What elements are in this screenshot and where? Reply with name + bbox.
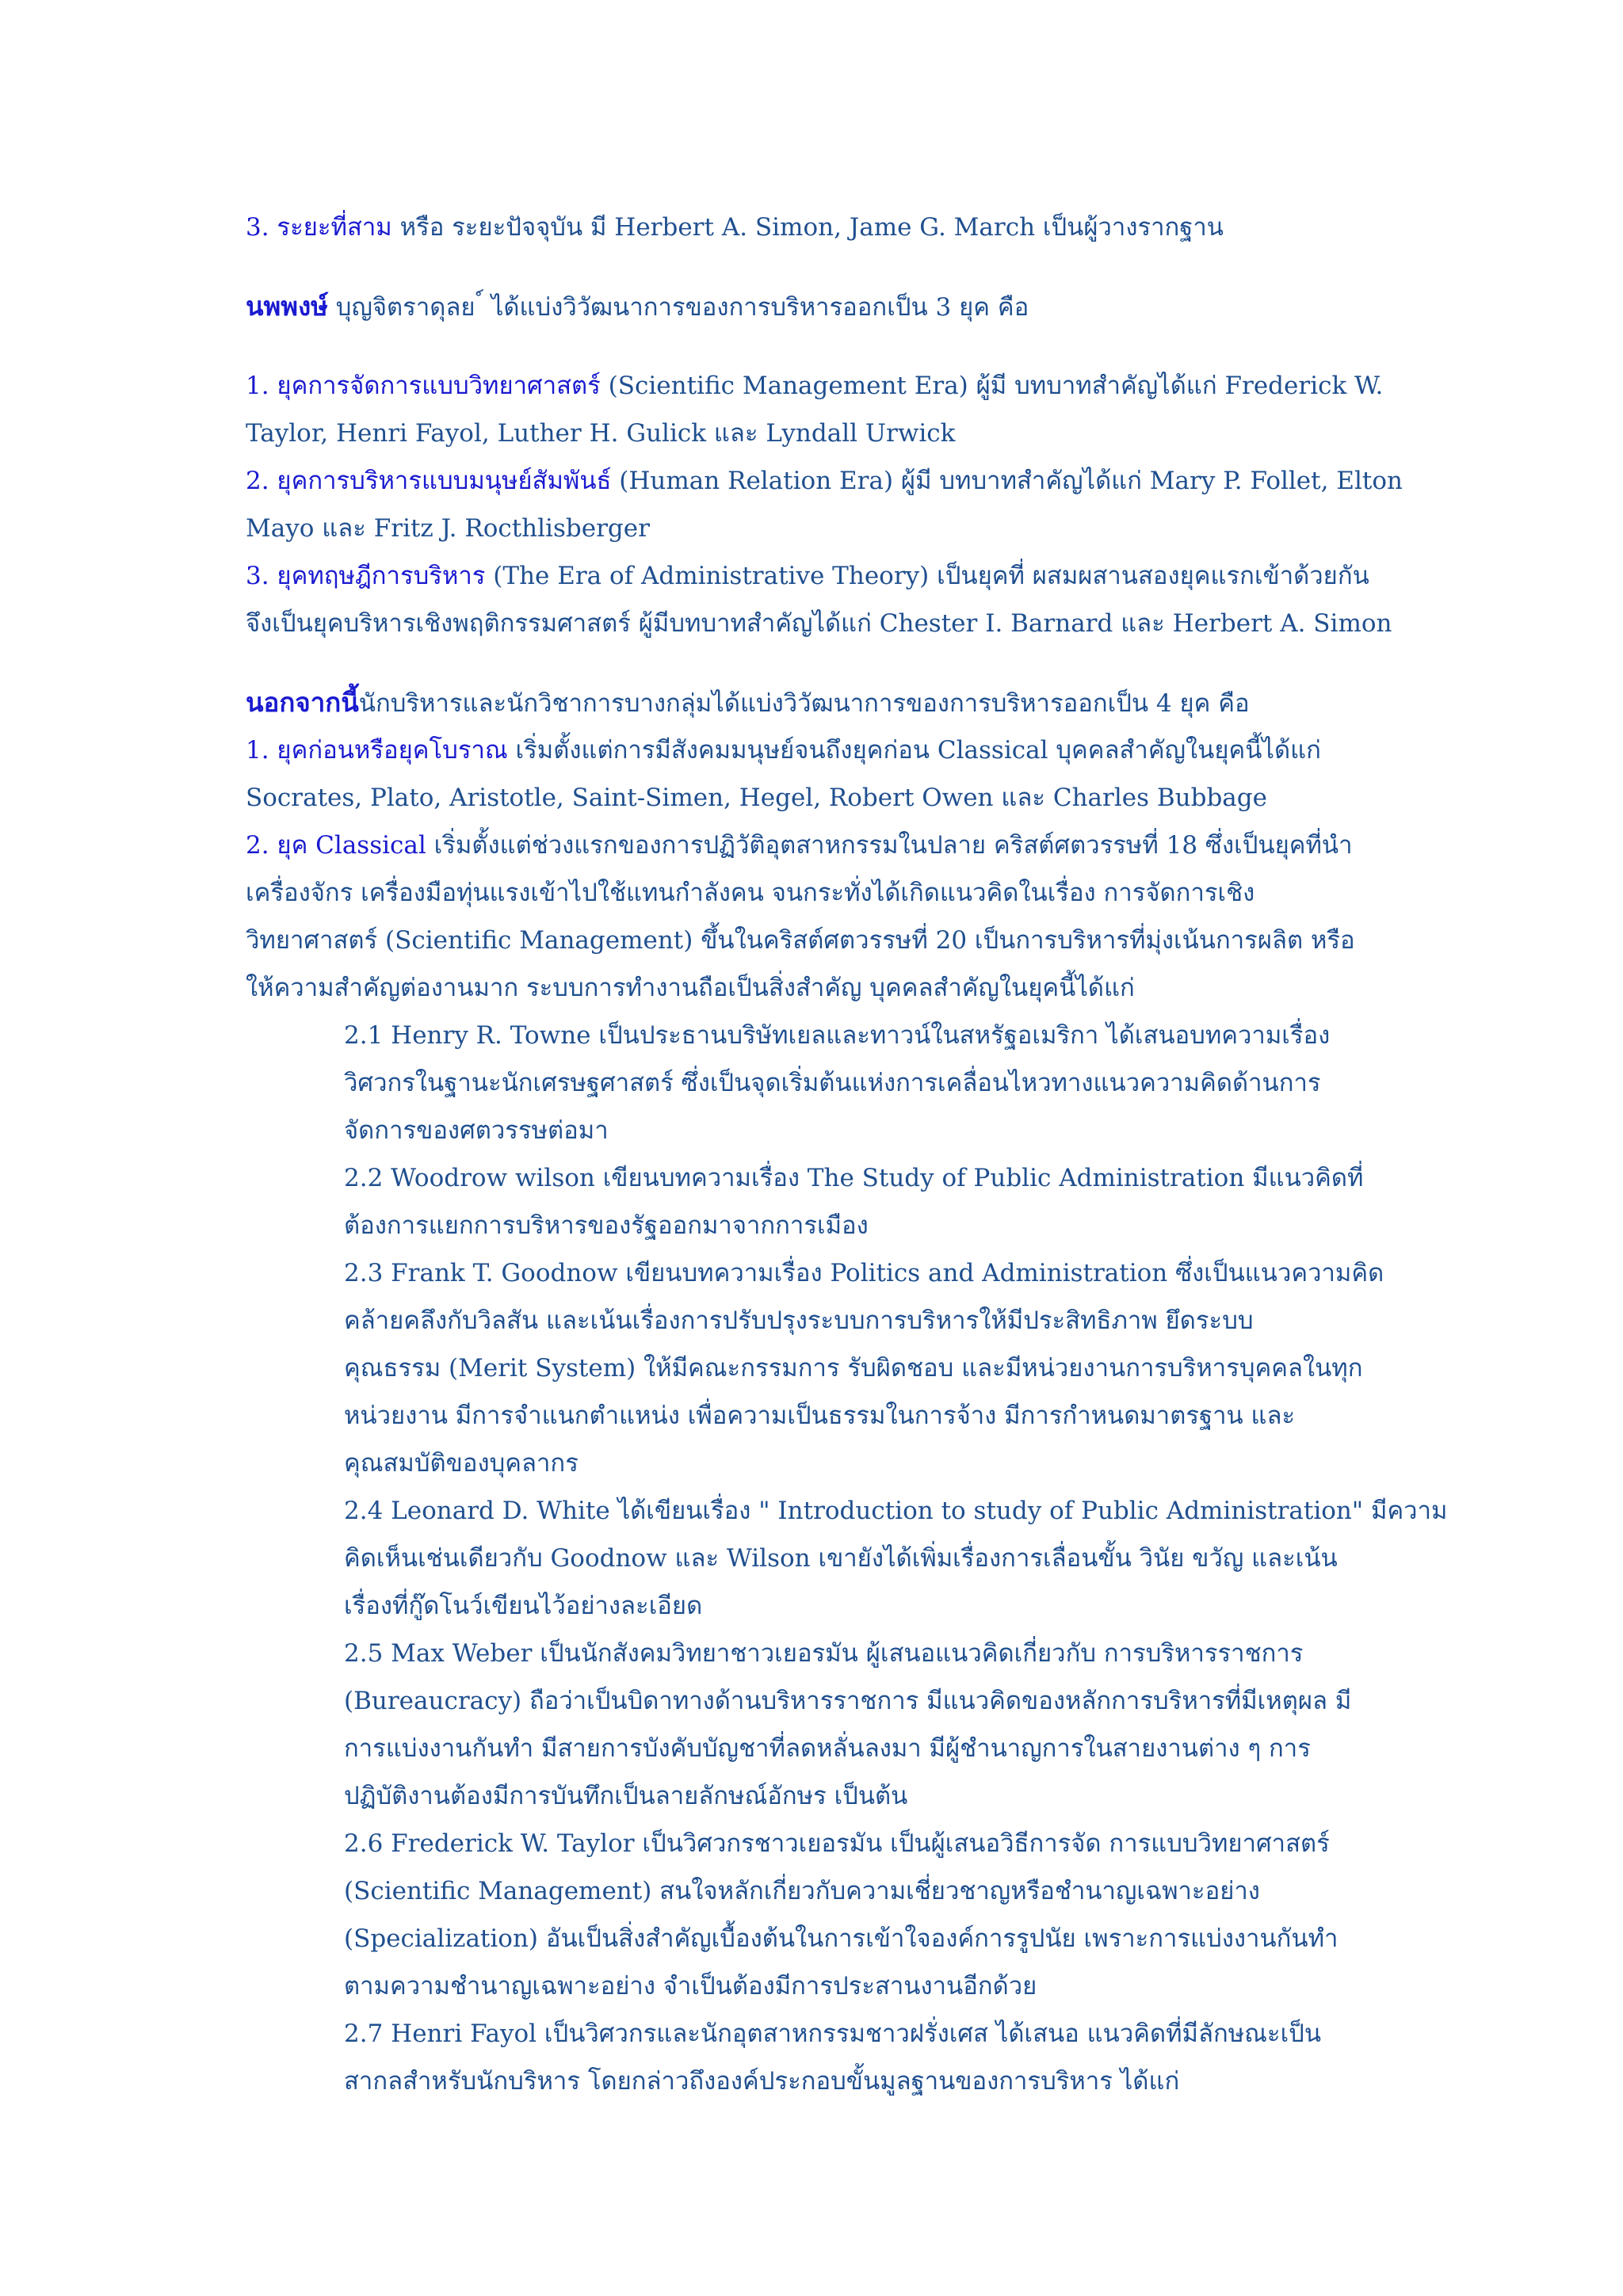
person-item [344, 1012, 1387, 1154]
person-item [344, 1487, 1448, 1630]
person-text: หน่วยงาน มีการจำแนกตำแหน่ง เพื่อความเป็นธรรมในการจ้าง มีการกำหนดมาตรฐาน และ [344, 1402, 1296, 1430]
era-ancient [246, 727, 1387, 822]
besides-heading: นอกจากนี้ [246, 687, 359, 718]
person-text: (Scientific Management) สนใจหลักเกี่ยวกับความเชี่ยวชาญหรือชำนาญเฉพาะอย่าง [344, 1877, 1260, 1905]
era-classical [246, 822, 1387, 1012]
era-item [246, 552, 1392, 647]
era-text: (Human Relation Era) ผู้มี บทบาทสำคัญได้แก่ Mary P. Follet, Elton [611, 467, 1403, 495]
person-text: 2.1 Henry R. Towne เป็นประธานบริษัทเยลและทาวน์ในสหรัฐอเมริกา ได้เสนอบทความเรื่อง [344, 1021, 1331, 1050]
person-text: 2.4 Leonard D. White ได้เขียนเรื่อง " Introduction to study of Public Administration" มีความ [344, 1497, 1448, 1525]
person-item [344, 2010, 1387, 2105]
era-classical-text: เครื่องจักร เครื่องมือทุ่นแรงเข้าไปใช้แทนกำลังคน จนกระทั่งได้เกิดแนวคิดในเรื่อง การจัดการเชิง [246, 879, 1255, 907]
person-text: 2.5 Max Weber เป็นนักสังคมวิทยาชาวเยอรมัน ผู้เสนอแนวคิดเกี่ยวกับ การบริหารราชการ [344, 1639, 1304, 1668]
nopphong-text: บุญจิตราดุลย ์ ได้แบ่งวิวัฒนาการของการบริหารออกเป็น 3 ยุค คือ [327, 293, 1029, 322]
person-text: (Specialization) อันเป็นสิ่งสำคัญเบื้องต้นในการเข้าใจองค์การรูปนัย เพราะการแบ่งงานกันทำ [344, 1924, 1338, 1953]
era-item [246, 457, 1403, 552]
person-text: เรื่องที่กู๊ดโนว์เขียนไว้อย่างละเอียด [344, 1592, 703, 1620]
person-text: 2.2 Woodrow wilson เขียนบทความเรื่อง The Study of Public Administration มีแนวคิดที่ [344, 1164, 1364, 1192]
person-text: ตามความชำนาญเฉพาะอย่าง จำเป็นต้องมีการประสานงานอีกด้วย [344, 1972, 1037, 2000]
document-page [246, 204, 1448, 2105]
era-lead: 3. ยุคทฤษฎีการบริหาร [246, 562, 486, 590]
person-text: ปฏิบัติงานต้องมีการบันทึกเป็นลายลักษณ์อักษร เป็นต้น [344, 1782, 908, 1810]
person-item [344, 1154, 1387, 1249]
person-text: การแบ่งงานกันทำ มีสายการบังคับบัญชาที่ลดหลั่นลงมา มีผู้ชำนาญการในสายงานต่าง ๆ การ [344, 1734, 1311, 1763]
era-classical-text: เริ่มตั้งแต่ช่วงแรกของการปฏิวัติอุตสาหกรรมในปลาย คริสต์ศตวรรษที่ 18 ซึ่งเป็นยุคที่นำ [426, 831, 1353, 860]
era-ancient-lead: 1. ยุคก่อนหรือยุคโบราณ [246, 736, 508, 765]
era-ancient-text: Socrates, Plato, Aristotle, Saint-Simen, Hegel, Robert Owen และ Charles Bubbage [246, 784, 1267, 812]
era-text: (Scientific Management Era) ผู้มี บทบาทสำคัญได้แก่ Frederick W. [600, 372, 1384, 400]
person-text: (Bureaucracy) ถือว่าเป็นบิดาทางด้านบริหารราชการ มีแนวคิดของหลักการบริหารที่มีเหตุผล มี [344, 1687, 1352, 1715]
person-item [344, 1630, 1387, 1820]
era-classical-text: วิทยาศาสตร์ (Scientific Management) ขึ้นในคริสต์ศตวรรษที่ 20 เป็นการบริหารที่มุ่งเน้นการผลิต หรือ [246, 926, 1355, 955]
person-text: จัดการของศตวรรษต่อมา [344, 1116, 609, 1145]
people-list [246, 1012, 1448, 2105]
person-text: 2.6 Frederick W. Taylor เป็นวิศวกรชาวเยอรมัน เป็นผู้เสนอวิธีการจัด การแบบวิทยาศาสตร์ [344, 1829, 1330, 1858]
person-text: คุณสมบัติของบุคลากร [344, 1449, 579, 1478]
era-item [246, 362, 1387, 457]
era-lead: 1. ยุคการจัดการแบบวิทยาศาสตร์ [246, 372, 601, 400]
era-text: Mayo และ Fritz J. Rocthlisberger [246, 514, 650, 543]
person-text: คุณธรรม (Merit System) ให้มีคณะกรรมการ รับผิดชอบ และมีหน่วยงานการบริหารบุคคลในทุก [344, 1354, 1363, 1383]
era-text: Taylor, Henri Fayol, Luther H. Gulick และ Lyndall Urwick [246, 419, 956, 448]
section-three-line [246, 204, 1387, 251]
era-text: (The Era of Administrative Theory) เป็นยุคที่ ผสมผสานสองยุคแรกเข้าด้วยกัน [485, 562, 1369, 590]
era-lead: 2. ยุคการบริหารแบบมนุษย์สัมพันธ์ [246, 467, 612, 495]
besides-text: นักบริหารและนักวิชาการบางกลุ่มได้แบ่งวิวัฒนาการของการบริหารออกเป็น 4 ยุค คือ [358, 689, 1250, 718]
section-three-text: หรือ ระยะปัจจุบัน มี Herbert A. Simon, Jame G. March เป็นผู้วางรากฐาน [391, 213, 1224, 242]
person-text: 2.7 Henri Fayol เป็นวิศวกรและนักอุตสาหกรรมชาวฝรั่งเศส ได้เสนอ แนวคิดที่มีลักษณะเป็น [344, 2019, 1322, 2048]
nopphong-heading: นพพงษ์ [246, 291, 328, 322]
eras-three-list [246, 362, 1403, 647]
nopphong-line [246, 283, 1387, 330]
person-text: 2.3 Frank T. Goodnow เขียนบทความเรื่อง Politics and Administration ซึ่งเป็นแนวความคิด [344, 1259, 1384, 1287]
person-text: วิศวกรในฐานะนักเศรษฐศาสตร์ ซึ่งเป็นจุดเริ่มต้นแห่งการเคลื่อนไหวทางแนวความคิดด้านการ [344, 1069, 1321, 1097]
person-item [344, 1820, 1387, 2010]
era-ancient-text: เริ่มตั้งแต่การมีสังคมมนุษย์จนถึงยุคก่อน Classical บุคคลสำคัญในยุคนี้ได้แก่ [507, 736, 1321, 765]
era-text: จึงเป็นยุคบริหารเชิงพฤติกรรมศาสตร์ ผู้มีบทบาทสำคัญได้แก่ Chester I. Barnard และ Herbert A. Simon [246, 609, 1392, 638]
section-three-lead: 3. ระยะที่สาม [246, 213, 392, 242]
person-text: ต้องการแยกการบริหารของรัฐออกมาจากการเมือง [344, 1211, 869, 1240]
besides-line [246, 679, 1387, 727]
era-classical-lead: 2. ยุค Classical [246, 831, 426, 860]
person-text: สากลสำหรับนักบริหาร โดยกล่าวถึงองค์ประกอบขั้นมูลฐานของการบริหาร ได้แก่ [344, 2067, 1180, 2096]
person-text: คล้ายคลึงกับวิลสัน และเน้นเรื่องการปรับปรุงระบบการบริหารให้มีประสิทธิภาพ ยึดระบบ [344, 1306, 1254, 1335]
person-item [344, 1249, 1387, 1487]
era-classical-text: ให้ความสำคัญต่องานมาก ระบบการทำงานถือเป็นสิ่งสำคัญ บุคคลสำคัญในยุคนี้ได้แก่ [246, 974, 1135, 1002]
person-text: คิดเห็นเช่นเดียวกับ Goodnow และ Wilson เขายังได้เพิ่มเรื่องการเลื่อนขั้น วินัย ขวัญ และเน้น [344, 1544, 1338, 1573]
